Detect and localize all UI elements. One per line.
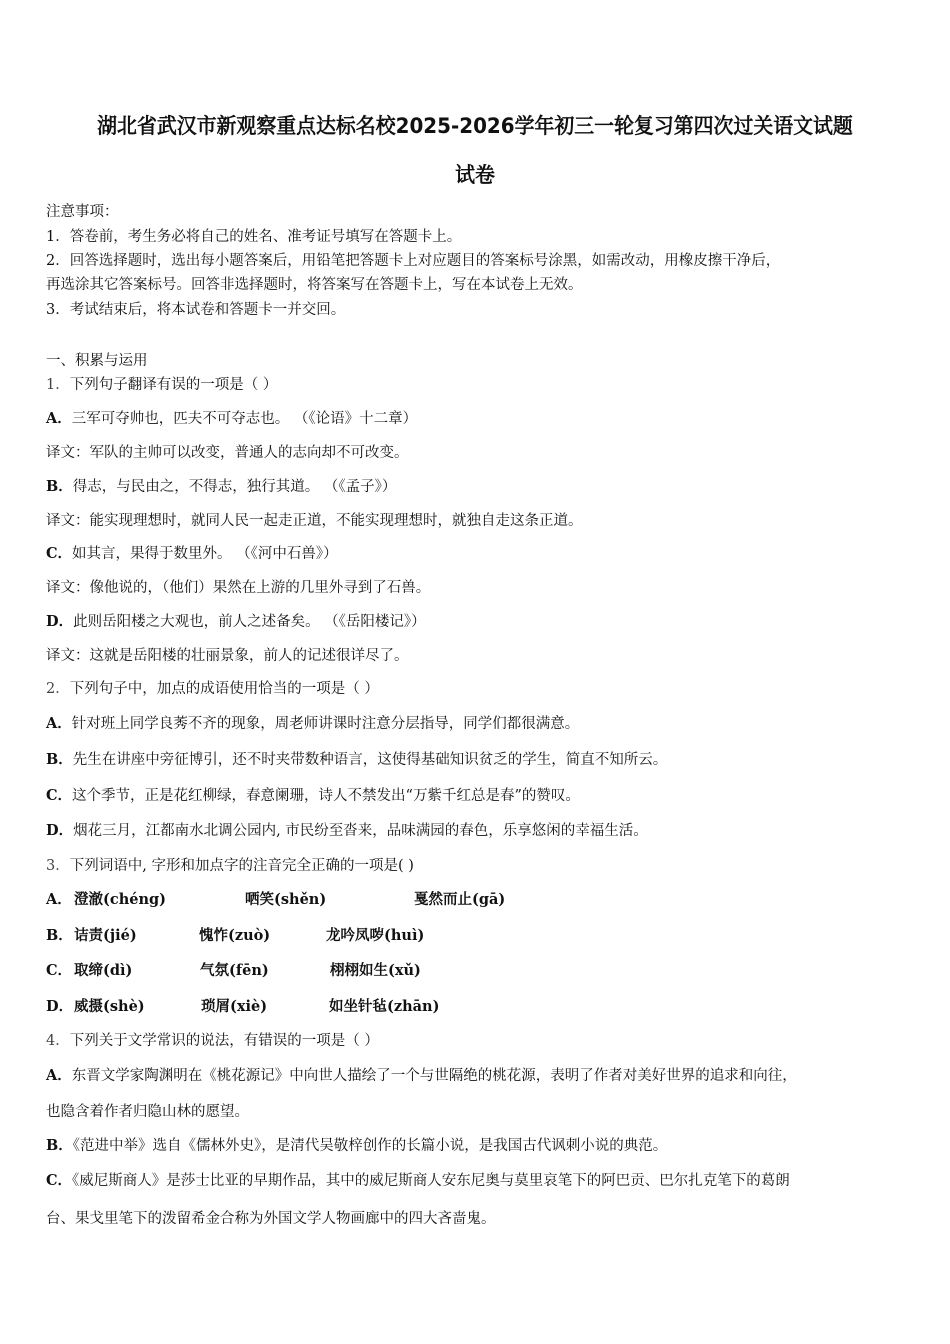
word-item: 栩栩如生(xǔ) (330, 962, 421, 979)
q4-option-c (46, 1171, 912, 1191)
question-text: 下列词语中, 字形和加点字的注音完全正确的一项是( ) (69, 858, 414, 874)
q1-translation-c (46, 578, 912, 598)
word-item: 愧怍(zuò) (199, 927, 271, 944)
question-text: 下列句子翻译有误的一项是（ ） (69, 377, 278, 393)
option-label: B． (46, 751, 73, 768)
notice-item: 1．答卷前，考生务必将自己的姓名、准考证号填写在答题卡上。 (46, 229, 462, 245)
option-text: 如其言，果得于数里外。 （《河中石兽》） (72, 546, 338, 562)
q4-option-c-cont (46, 1209, 912, 1229)
option-label: A． (46, 715, 72, 732)
question-number: 4． (46, 1033, 70, 1049)
option-text: 台、果戈里笔下的泼留希金合称为外国文学人物画廊中的四大吝啬鬼。 (46, 1211, 496, 1227)
q1-option-b (46, 477, 912, 497)
q4-option-b (46, 1136, 912, 1156)
option-label: C． (46, 962, 73, 979)
question-number: 2． (46, 681, 70, 697)
q2-option-c (46, 786, 912, 806)
question-4-stem (46, 1031, 912, 1051)
option-label: C． (46, 1172, 73, 1189)
q1-translation-d (46, 646, 912, 666)
section-heading: 一、积累与运用 (46, 353, 148, 369)
word-item: 取缔(dì) (74, 962, 133, 979)
translation-text: 译文：这就是岳阳楼的壮丽景象，前人的记述很详尽了。 (46, 648, 409, 664)
q2-option-b (46, 750, 912, 770)
word-item: 龙吟凤哕(huì) (326, 927, 425, 944)
page-title-line2: 试卷 (455, 163, 495, 187)
question-2-stem (46, 679, 912, 699)
option-text: 这个季节，正是花红柳绿，春意阑珊，诗人不禁发出“万紫千红总是春”的赞叹。 (72, 788, 580, 804)
word-item: 威摄(shè) (74, 998, 145, 1015)
word-item: 澄澈(chéng) (74, 891, 166, 908)
option-text: 此则岳阳楼之大观也，前人之述备矣。 （《岳阳楼记》） (73, 614, 426, 630)
question-1-stem (46, 375, 912, 395)
word-item: 诘责(jié) (74, 927, 137, 944)
option-label: C． (46, 787, 73, 804)
q1-option-d (46, 612, 912, 632)
notice-item: 3．考试结束后，将本试卷和答题卡一并交回。 (46, 302, 346, 318)
q1-option-c (46, 544, 912, 564)
option-label: D． (46, 822, 74, 839)
option-label: B． (46, 1137, 73, 1154)
notice-heading: 注意事项： (46, 204, 119, 220)
option-label: A． (46, 410, 72, 427)
option-label: A． (46, 1067, 72, 1084)
q4-option-a (46, 1066, 912, 1086)
option-label: B． (46, 478, 73, 495)
q4-option-a-cont (46, 1102, 912, 1122)
notice-item: 再选涂其它答案标号。回答非选择题时，将答案写在答题卡上，写在本试卷上无效。 (46, 277, 583, 293)
question-number: 3． (46, 858, 70, 874)
word-item: 哂笑(shěn) (245, 891, 327, 908)
page-title: 湖北省武汉市新观察重点达标名校2025-2026学年初三一轮复习第四次过关语文试题 (97, 114, 853, 138)
option-text: 得志，与民由之，不得志，独行其道。 （《孟子》） (72, 479, 397, 495)
option-text: 烟花三月，江都南水北调公园内, 市民纷至沓来，品味满园的春色，乐享悠闲的幸福生活。 (73, 823, 648, 839)
q1-translation-b (46, 511, 912, 531)
option-text: 三军可夺帅也，匹夫不可夺志也。 （《论语》十二章） (71, 411, 418, 427)
option-label: C． (46, 545, 73, 562)
question-number: 1． (46, 377, 70, 393)
option-label: D． (46, 613, 74, 630)
option-label: D． (46, 998, 74, 1015)
word-item: 琐屑(xiè) (201, 998, 268, 1015)
word-item: 如坐针毡(zhān) (329, 998, 440, 1015)
translation-text: 译文：军队的主帅可以改变，普通人的志向却不可改变。 (46, 445, 409, 461)
question-3-stem (46, 856, 912, 876)
q2-option-a (46, 714, 912, 734)
notice-item: 2．回答选择题时，选出每小题答案后，用铅笔把答题卡上对应题目的答案标号涂黑，如需改动，用橡皮擦干净后， (46, 253, 781, 269)
q1-option-a (46, 409, 912, 429)
option-text: 针对班上同学良莠不齐的现象，周老师讲课时注意分层指导，同学们都很满意。 (71, 716, 580, 732)
question-text: 下列句子中，加点的成语使用恰当的一项是（ ） (69, 681, 379, 697)
q2-option-d (46, 821, 912, 841)
translation-text: 译文：能实现理想时，就同人民一起走正道，不能实现理想时，就独自走这条正道。 (46, 513, 583, 529)
option-label: A． (46, 891, 72, 908)
option-text: 也隐含着作者归隐山林的愿望。 (46, 1104, 249, 1120)
option-text: 先生在讲座中旁征博引，还不时夹带数种语言，这使得基础知识贫乏的学生，简直不知所云。 (72, 752, 668, 768)
question-text: 下列关于文学常识的说法，有错误的一项是（ ） (69, 1033, 379, 1049)
q1-translation-a (46, 443, 912, 463)
word-item: 气氛(fēn) (200, 962, 269, 979)
option-text: 《威尼斯商人》是莎士比亚的早期作品，其中的威尼斯商人安东尼奥与莫里哀笔下的阿巴贡、巴尔扎克笔下的葛朗 (72, 1173, 790, 1189)
option-text: 《范进中举》选自《儒林外史》，是清代吴敬梓创作的长篇小说，是我国古代讽刺小说的典范。 (72, 1138, 668, 1154)
word-item: 戛然而止(gā) (414, 891, 506, 908)
option-label: B． (46, 927, 73, 944)
option-text: 东晋文学家陶渊明在《桃花源记》中向世人描绘了一个与世隔绝的桃花源，表明了作者对美好世界的追求和向往， (71, 1068, 797, 1084)
translation-text: 译文：像他说的，（他们）果然在上游的几里外寻到了石兽。 (46, 580, 431, 596)
